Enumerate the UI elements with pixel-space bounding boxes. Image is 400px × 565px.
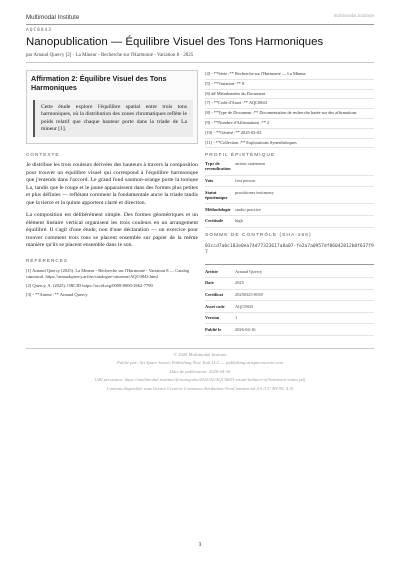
footer-publisher[interactable]: Publié par: Art Space Savoie Publishing New York LLC — publishing.artspacesavoie.com: [117, 360, 283, 366]
metadata-key: Asset code: [205, 303, 225, 309]
epistemic-profile-heading: PROFIL ÉPISTÉMIQUE: [205, 153, 276, 159]
metadata-value: 2025: [235, 280, 244, 286]
reference-item[interactable]: [1] Arnaud Quercy (2025). La Mineur - Recherche sur l'Harmonie - Variation 8 — Catalog canonical. https://arnaudquercy.art/en/catalogue-raisonne/AQC0843.html: [26, 267, 190, 279]
epistemic-value: artistic statement: [235, 160, 265, 166]
byline: par Arnaud Quercy [2] · La Mineur - Recherche sur l'Harmonie - Variation 8 · 2025: [26, 53, 194, 58]
epistemic-key: Type de revendication: [205, 160, 231, 172]
fact-item: [6] ## Métadonnées du Document: [205, 90, 374, 100]
epistemic-profile-table: [205, 158, 374, 227]
metadata-row: [205, 324, 374, 336]
header-divider: [26, 62, 374, 63]
epistemic-key: Statut épistémique: [205, 189, 228, 201]
epistemic-value: practitioner testimony: [235, 189, 274, 195]
metadata-row: [205, 278, 374, 290]
reference-item: [3] - **Auteur :** Arnaud Quercy: [26, 291, 88, 297]
metadata-key: Date: [205, 280, 214, 286]
affirmation-title: Affirmation 2: Équilibre Visuel des Tons Harmoniques: [31, 74, 167, 92]
footer-license: Contenu disponible sous licence Creative Commons Attribution-NonCommercial 4.0 (CC BY-NC 4.0): [106, 385, 294, 391]
metadata-row: [205, 266, 374, 278]
metadata-value: Arnaud Quercy: [235, 268, 263, 274]
reference-item[interactable]: [2] Quercy, A. (2025). ORCID https://orcid.org/0009-0000-2662-7790: [26, 282, 153, 288]
document-id: AQC0843: [26, 28, 52, 33]
metadata-value: 1: [235, 315, 238, 321]
fact-item: [7] - **Code d'Asset :** AQC0843: [205, 99, 374, 109]
epistemic-row: [205, 216, 374, 228]
epistemic-row: [205, 176, 374, 188]
context-paragraph-1: Je distribue les trois couleurs dérivées des hauteurs à travers la composition pour trouver un équilibre visuel qui correspond à l'équilibre harmonique que j'entends dans l'accord. Le grand fond saumon-orange porte la tonique La, tandis que le rouge et le jaune apparaissent dans des formes plus petites et plus définies — reflétant comment la fondamentale ancre la triade tandis que la tierce et la quinte apportent clarté et direction.: [26, 162, 198, 206]
metadata-key: Version: [205, 315, 220, 321]
metadata-row: [205, 290, 374, 302]
footer-persistent-uri[interactable]: URI persistant: https://multimodal.institute/fr/nanopubs/2025/02/AQC0843-visual-balance-of-harmonic-tones.pdf: [94, 377, 306, 383]
fact-item: [8] - **Type de Document :** Documentation de recherche basée sur des affirmations: [205, 109, 374, 119]
epistemic-value: high: [235, 218, 243, 224]
affirmation-box: [26, 70, 198, 144]
references-heading: RÉFÉRENCES: [26, 257, 69, 263]
epistemic-key: Certitude: [205, 218, 224, 224]
epistemic-key: Voix: [205, 178, 214, 184]
sidebar-column: [205, 70, 374, 336]
metadata-key: Artiste: [205, 268, 218, 274]
epistemic-row: [205, 204, 374, 216]
affirmation-abstract: Cette étude explore l'équilibre spatial entre trois tons harmoniques, où la distribution des zones chromatiques reflète le poids relatif que chaque hauteur porte dans la triade de La mineur [1].: [33, 100, 193, 137]
fact-item: [4] - **Série :** Recherche sur l'Harmonie — La Mineur: [205, 70, 374, 80]
context-heading: CONTEXTE: [26, 152, 60, 158]
fact-item: [11] - **Collection :** Explorations Synesthésiques: [205, 139, 374, 149]
page-title: Nanopublication — Équilibre Visuel des Tons Harmoniques: [26, 36, 324, 48]
page-number: 1: [198, 541, 202, 548]
footer-publication-date: Date de publication: 2026-04-16: [169, 368, 231, 374]
top-header-bar: [26, 14, 374, 25]
epistemic-row: [205, 187, 374, 204]
epistemic-value: studio practice: [235, 206, 261, 212]
references-list: [26, 268, 198, 298]
epistemic-value: first person: [235, 178, 255, 184]
metadata-row: [205, 313, 374, 325]
institution-domain[interactable]: multimodal.institute: [333, 14, 374, 19]
institution-name: Multimodal Institute: [26, 14, 80, 21]
facts-list: [205, 70, 374, 148]
main-column: [26, 70, 198, 301]
metadata-value: 2026-04-16: [235, 326, 256, 332]
page-footer: [26, 348, 374, 393]
fact-item: [5] - **Variation :** 8: [205, 80, 374, 90]
footer-copyright: © 2026 Multimodal Institute: [173, 352, 227, 357]
metadata-key: Publié le: [205, 326, 222, 332]
checksum-heading: SOMME DE CONTRÔLE (SHA-256): [205, 232, 312, 238]
metadata-table: [205, 264, 374, 336]
metadata-row: [205, 301, 374, 313]
context-paragraph-2: La composition est délibérément simple. Des formes géométriques et un élément linéaire vertical organisent les trois couleurs en un arrangement équilibré. Il s'agit d'une étude, non d'une déclaration — un exercice pour trouver comment trois tons se placent ensemble sur papier de la même manière qu'ils se placent ensemble dans le son.: [26, 212, 198, 249]
fact-item: [10] - **Généré :** 2025-02-03: [205, 129, 374, 139]
checksum-value: 03ccd7a0c103e0ea74d77323617a8a07-fe2a7a0957df86042812b0f637f97: [205, 243, 374, 255]
fact-item: [9] - **Nombre d'Affirmations :** 2: [205, 119, 374, 129]
metadata-value: AQC0843: [235, 303, 254, 309]
metadata-key: Certificat: [205, 292, 224, 298]
epistemic-key: Méthodologie: [205, 206, 231, 212]
epistemic-row: [205, 158, 374, 175]
metadata-value: 20250325-0039: [235, 292, 263, 298]
